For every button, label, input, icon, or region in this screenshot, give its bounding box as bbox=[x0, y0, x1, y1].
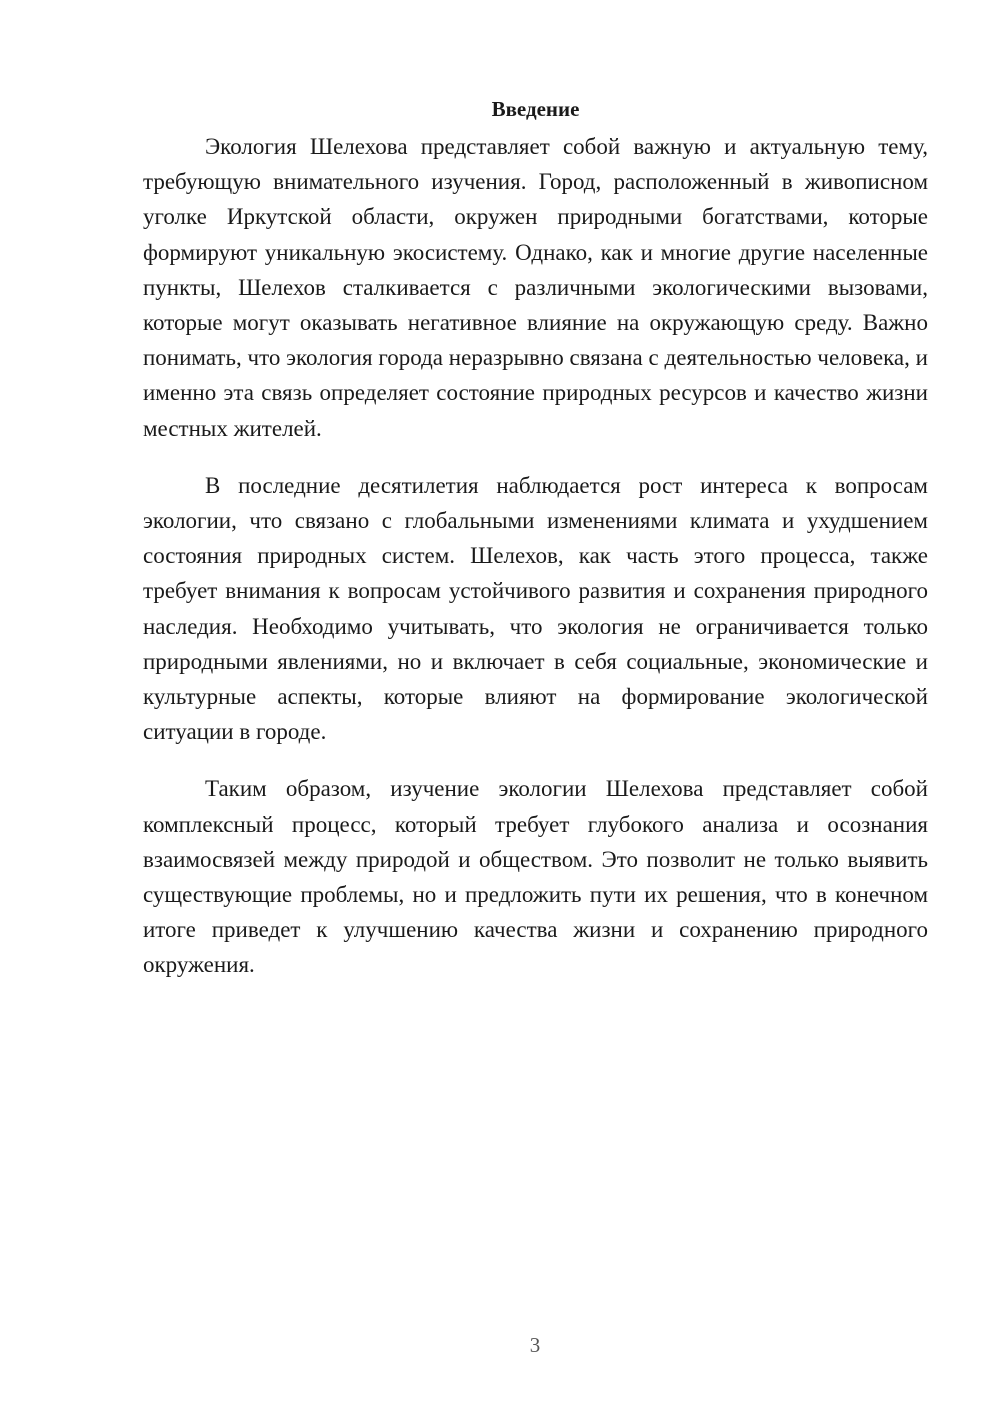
section-heading: Введение bbox=[491, 97, 580, 121]
page-number: 3 bbox=[529, 1333, 541, 1357]
paragraph-2: В последние десятилетия наблюдается рост интереса к вопросам экологии, что связано с глобальными изменениями климата и ухудшением состояния природных систем. Шелехов, как часть этого процесса, также требует внимания к вопросам устойчивого развития и сохранения природного наследия. Необходимо учитывать, что экология не ограничивается только природными явлениями, но и включает в себя социальные, экономические и культурные аспекты, которые влияют на формирование экологической ситуации в городе. bbox=[143, 472, 928, 745]
paragraph-3: Таким образом, изучение экологии Шелехова представляет собой комплексный процесс, который требует глубокого анализа и осознания взаимосвязей между природой и обществом. Это позволит не только выявить существующие проблемы, но и предложить пути их решения, что в конечном итоге приведет к улучшению качества жизни и сохранению природного окружения. bbox=[143, 776, 928, 978]
page-content bbox=[143, 94, 928, 1005]
paragraph-1: Экология Шелехова представляет собой важную и актуальную тему, требующую внимательного изучения. Город, расположенный в живописном уголке Иркутской области, окружен природными богатствами, которые формируют уникальную экосистему. Однако, как и многие другие населенные пункты, Шелехов сталкивается с различными экологическими вызовами, которые могут оказывать негативное влияние на окружающую среду. Важно понимать, что экология города неразрывно связана с деятельностью человека, и именно эта связь определяет состояние природных ресурсов и качество жизни местных жителей. bbox=[143, 134, 928, 441]
